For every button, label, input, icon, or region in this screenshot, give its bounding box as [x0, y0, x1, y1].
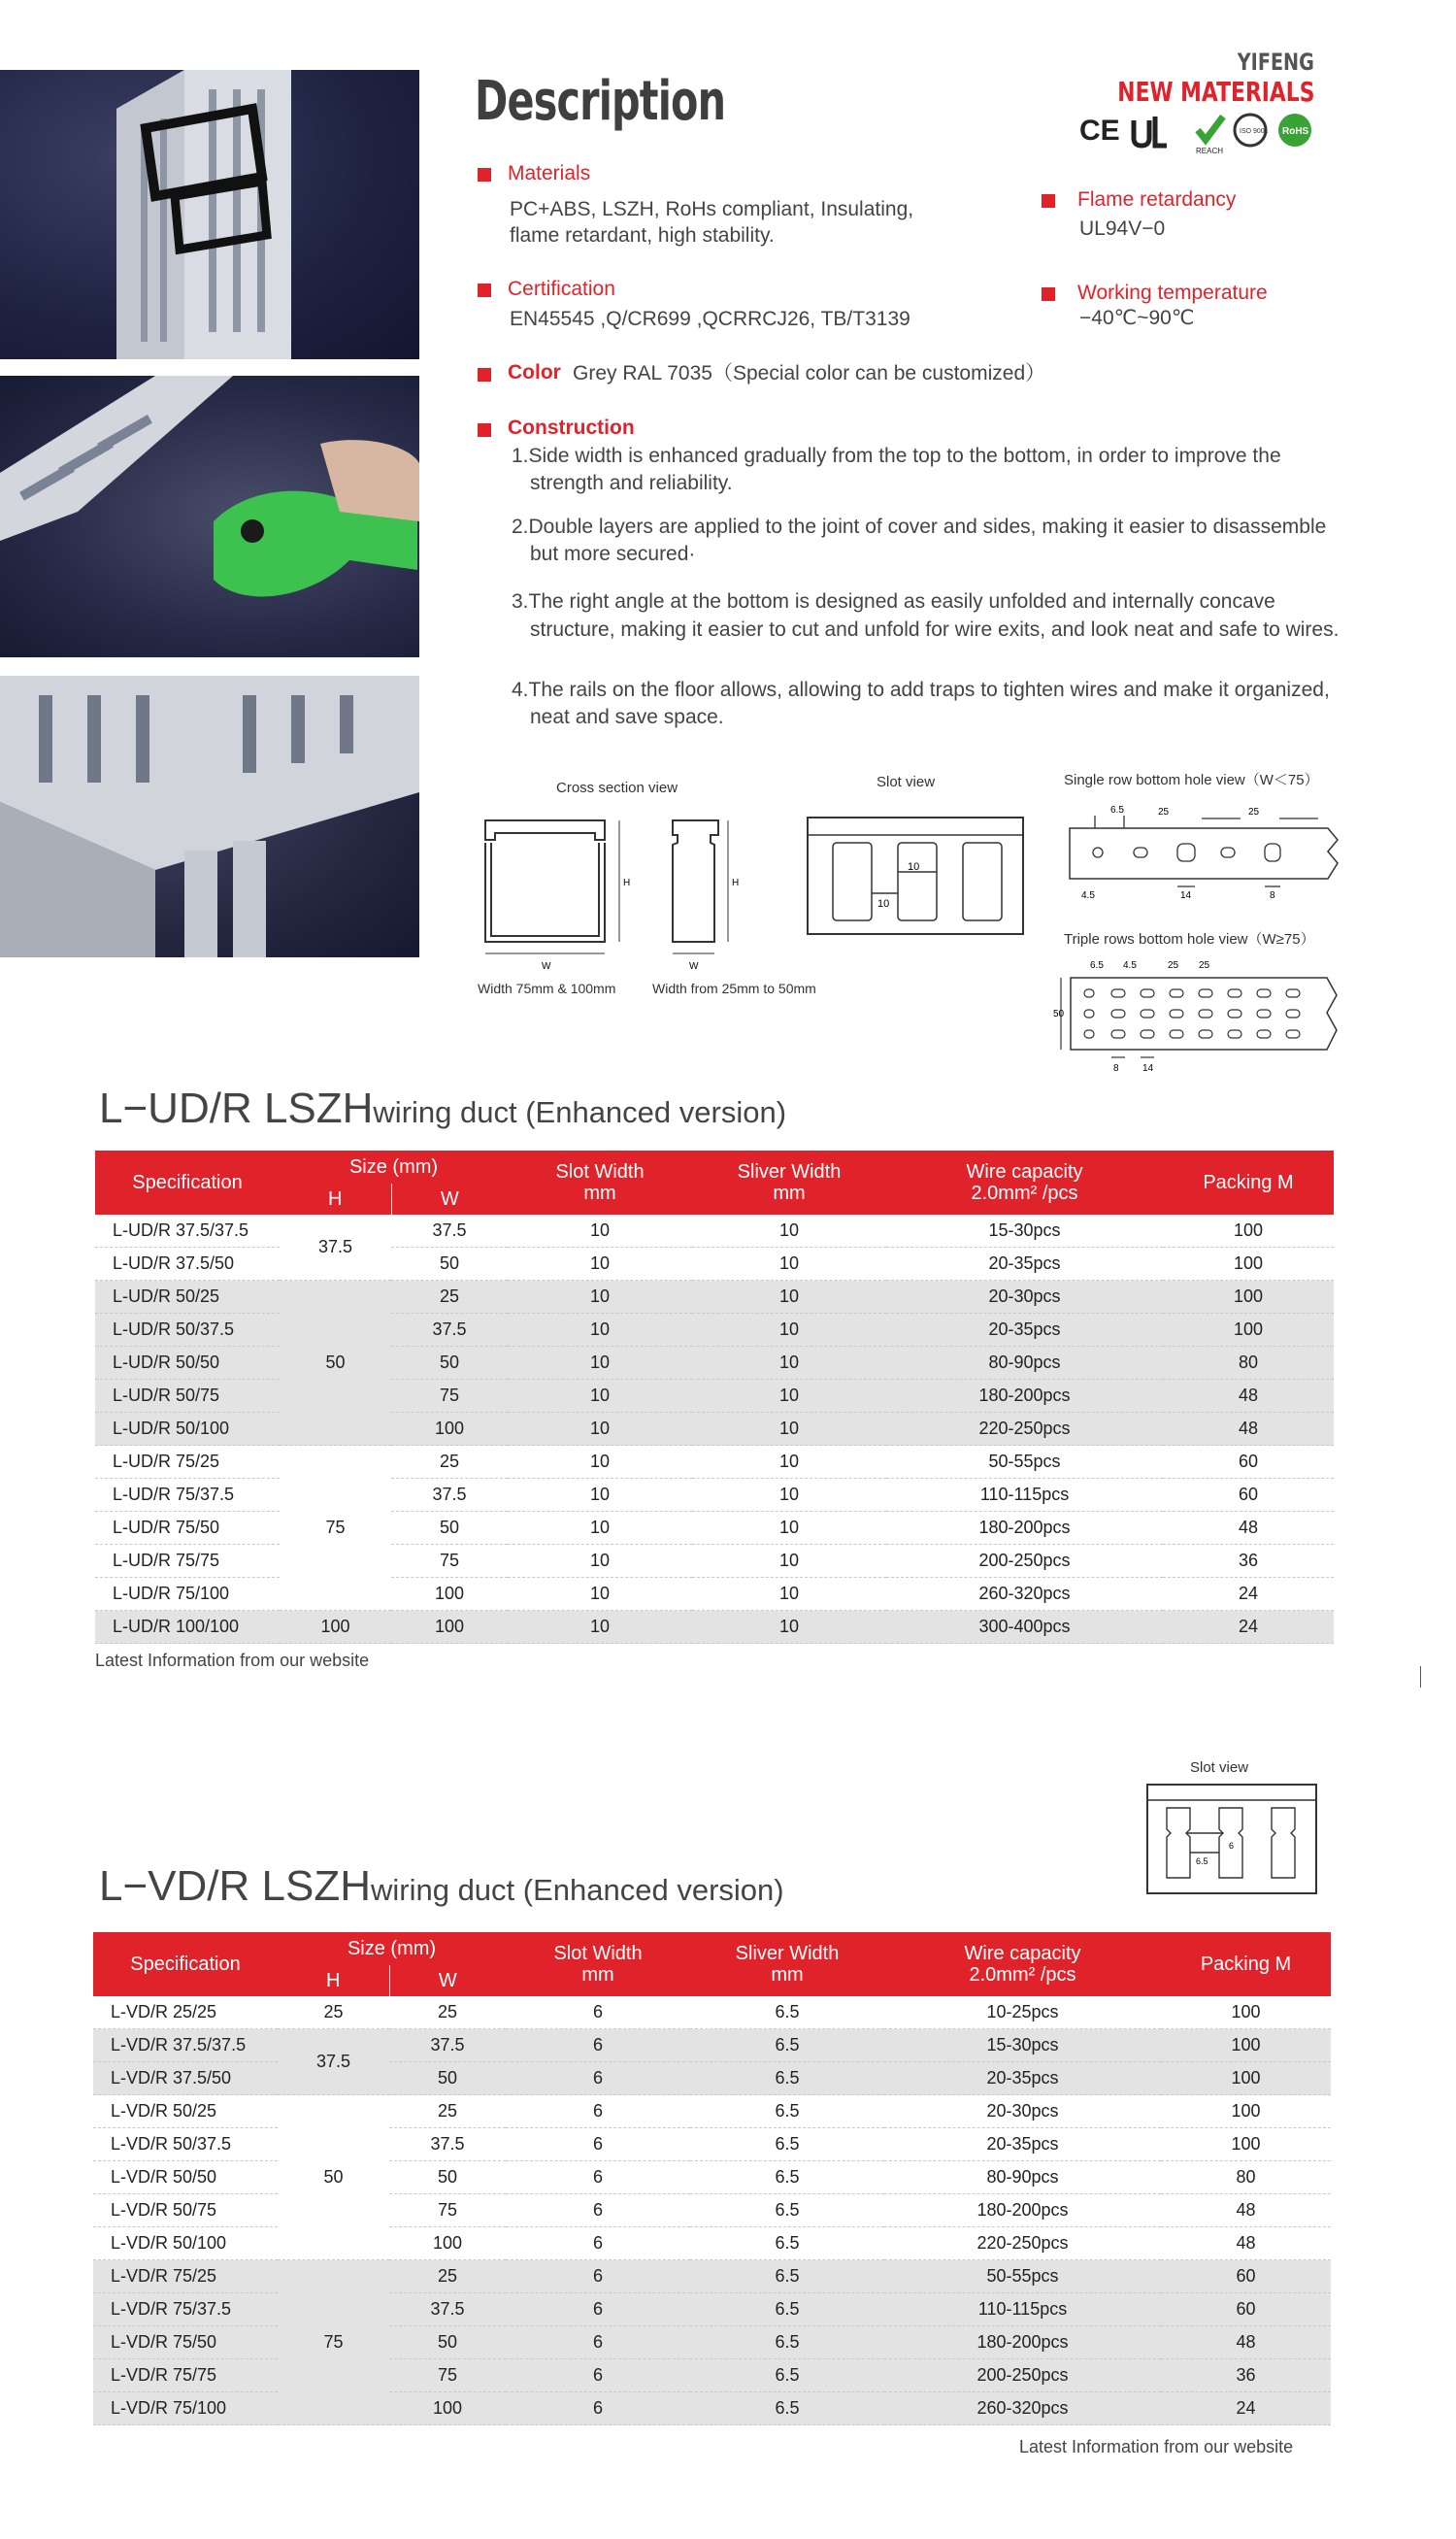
cell-sliver: 10 — [692, 1545, 886, 1578]
cell-wire: 20-35pcs — [884, 2062, 1161, 2095]
triple-dim-25a: 25 — [1168, 960, 1179, 971]
cell-wire: 180-200pcs — [886, 1380, 1163, 1413]
cell-h: 75 — [278, 2260, 389, 2425]
cell-slot: 10 — [508, 1413, 692, 1446]
cell-spec: L-VD/R 75/25 — [93, 2260, 278, 2293]
brand-name: YIFENG — [1237, 49, 1314, 76]
header-w: W — [391, 1184, 508, 1215]
bullet-icon — [478, 423, 491, 437]
table-row — [95, 1215, 1334, 1248]
table-row — [95, 1281, 1334, 1314]
cell-sliver: 10 — [692, 1215, 886, 1248]
header-wire-capacity-line1: Wire capacity — [964, 1943, 1081, 1964]
cell-spec: L-UD/R 75/100 — [95, 1578, 280, 1611]
header-wire-capacity — [886, 1151, 1163, 1215]
cell-wire: 15-30pcs — [886, 1215, 1163, 1248]
triple-row-drawing — [1053, 956, 1344, 1078]
cell-slot: 6 — [506, 1996, 690, 2029]
cell-packing: 100 — [1163, 1215, 1334, 1248]
cell-packing: 48 — [1163, 1413, 1334, 1446]
divider-tick — [1420, 1666, 1421, 1687]
header-sliver-width-line1: Sliver Width — [737, 1161, 842, 1183]
cell-spec: L-UD/R 75/37.5 — [95, 1479, 280, 1512]
cell-packing: 48 — [1163, 1512, 1334, 1545]
header-specification: Specification — [93, 1932, 278, 1996]
header-wire-capacity-line2: 2.0mm² /pcs — [969, 1964, 1076, 1986]
cell-slot: 10 — [508, 1446, 692, 1479]
rohs-text: RoHS — [1282, 126, 1309, 137]
cell-slot: 6 — [506, 2095, 690, 2128]
cell-slot: 6 — [506, 2359, 690, 2392]
cell-spec: L-UD/R 37.5/50 — [95, 1248, 280, 1281]
cell-packing: 48 — [1161, 2326, 1331, 2359]
cell-slot: 6 — [506, 2194, 690, 2227]
construction-item-1-line2: strength and reliability. — [530, 472, 733, 494]
cell-wire: 20-30pcs — [886, 1281, 1163, 1314]
cell-slot: 10 — [508, 1545, 692, 1578]
header-slot-width-line2: mm — [581, 1964, 614, 1986]
header-sliver-width-line2: mm — [773, 1183, 806, 1204]
header-size: Size (mm) — [278, 1932, 506, 1965]
certification-label: Certification — [508, 278, 615, 300]
cell-h: 50 — [280, 1281, 391, 1446]
cell-packing: 24 — [1163, 1578, 1334, 1611]
construction-label: Construction — [508, 417, 635, 439]
cell-h: 75 — [280, 1446, 391, 1611]
cross-caption-narrow: Width from 25mm to 50mm — [652, 981, 816, 996]
ul-mark-icon — [1134, 117, 1167, 146]
cell-wire: 10-25pcs — [884, 1996, 1161, 2029]
header-slot-width — [506, 1932, 690, 1996]
cell-wire: 110-115pcs — [884, 2293, 1161, 2326]
cell-wire: 180-200pcs — [884, 2194, 1161, 2227]
cross-h-label-1: H — [623, 878, 631, 888]
header-sliver-width — [692, 1151, 886, 1215]
cell-packing: 100 — [1161, 2128, 1331, 2161]
cell-slot: 10 — [508, 1380, 692, 1413]
table-header-row — [93, 1932, 1331, 1965]
table-row — [93, 2095, 1331, 2128]
cell-sliver: 10 — [692, 1281, 886, 1314]
cross-w-label-2: W — [689, 961, 699, 972]
color-text: Grey RAL 7035（Special color can be customized） — [573, 362, 1046, 384]
cell-wire: 50-55pcs — [886, 1446, 1163, 1479]
cell-slot: 6 — [506, 2161, 690, 2194]
reach-text: REACH — [1196, 147, 1224, 155]
cell-w: 75 — [391, 1545, 508, 1578]
table-ud-title-sub: wiring duct (Enhanced version) — [373, 1095, 787, 1129]
cell-slot: 10 — [508, 1215, 692, 1248]
cell-wire: 200-250pcs — [886, 1545, 1163, 1578]
table-ud-title-main: L−UD/R LSZH — [99, 1085, 374, 1132]
cell-spec: L-UD/R 100/100 — [95, 1611, 280, 1644]
cell-wire: 180-200pcs — [886, 1512, 1163, 1545]
cell-w: 25 — [389, 1996, 506, 2029]
cell-slot: 6 — [506, 2128, 690, 2161]
single-dim-14: 14 — [1180, 890, 1192, 901]
cell-sliver: 6.5 — [690, 2194, 884, 2227]
construction-item-2-line2: but more secured· — [530, 543, 696, 565]
table-row — [93, 1996, 1331, 2029]
cell-slot: 10 — [508, 1248, 692, 1281]
cell-sliver: 10 — [692, 1446, 886, 1479]
materials-text-line2: flame retardant, high stability. — [510, 224, 775, 247]
cross-h-label-2: H — [732, 878, 740, 888]
cell-sliver: 6.5 — [690, 2095, 884, 2128]
triple-dim-6-5: 6.5 — [1090, 960, 1104, 971]
cell-w: 50 — [391, 1248, 508, 1281]
rohs-icon — [1278, 114, 1311, 147]
cell-packing: 100 — [1163, 1314, 1334, 1347]
header-slot-width-line1: Slot Width — [553, 1943, 643, 1964]
header-w: W — [389, 1965, 506, 1996]
cell-slot: 6 — [506, 2227, 690, 2260]
table-ud — [95, 1151, 1334, 1644]
brand-tagline: NEW MATERIALS — [1116, 76, 1314, 108]
cell-slot: 10 — [508, 1314, 692, 1347]
cell-spec: L-VD/R 37.5/37.5 — [93, 2029, 278, 2062]
cell-wire: 20-35pcs — [886, 1248, 1163, 1281]
vd-slot-dim-a: 6 — [1229, 1841, 1235, 1851]
cell-w: 50 — [389, 2161, 506, 2194]
construction-item-3-line1: 3.The right angle at the bottom is designed as easily unfolded and internally concave — [512, 590, 1275, 613]
cell-spec: L-UD/R 75/75 — [95, 1545, 280, 1578]
cell-packing: 48 — [1163, 1380, 1334, 1413]
triple-row-title: Triple rows bottom hole view（W≥75） — [1064, 931, 1315, 948]
cell-spec: L-VD/R 75/75 — [93, 2359, 278, 2392]
cell-spec: L-VD/R 50/25 — [93, 2095, 278, 2128]
cell-sliver: 10 — [692, 1611, 886, 1644]
bullet-icon — [478, 168, 491, 182]
cell-spec: L-VD/R 75/37.5 — [93, 2293, 278, 2326]
cell-sliver: 6.5 — [690, 2227, 884, 2260]
cell-w: 75 — [389, 2194, 506, 2227]
cell-w: 37.5 — [389, 2128, 506, 2161]
cell-w: 25 — [391, 1281, 508, 1314]
flame-text: UL94V−0 — [1079, 217, 1166, 240]
single-dim-6-5: 6.5 — [1110, 805, 1124, 816]
cell-wire: 80-90pcs — [886, 1347, 1163, 1380]
cell-slot: 6 — [506, 2260, 690, 2293]
cell-w: 37.5 — [391, 1314, 508, 1347]
bullet-icon — [1042, 194, 1055, 208]
cross-section-title: Cross section view — [556, 780, 678, 796]
bullet-icon — [478, 284, 491, 297]
cell-slot: 6 — [506, 2392, 690, 2425]
cross-caption-wide: Width 75mm & 100mm — [478, 981, 616, 996]
cell-w: 50 — [391, 1347, 508, 1380]
slot-dim-b: 10 — [877, 898, 890, 910]
cell-sliver: 10 — [692, 1578, 886, 1611]
cell-packing: 100 — [1161, 2062, 1331, 2095]
header-packing: Packing M — [1161, 1932, 1331, 1996]
cell-spec: L-UD/R 50/25 — [95, 1281, 280, 1314]
cell-sliver: 10 — [692, 1479, 886, 1512]
cell-spec: L-VD/R 25/25 — [93, 1996, 278, 2029]
cell-wire: 260-320pcs — [886, 1578, 1163, 1611]
cell-packing: 100 — [1163, 1281, 1334, 1314]
cell-sliver: 6.5 — [690, 2128, 884, 2161]
cell-packing: 24 — [1161, 2392, 1331, 2425]
cell-w: 75 — [389, 2359, 506, 2392]
table-vd-title — [99, 1862, 784, 1911]
temperature-text: −40℃~90℃ — [1079, 307, 1195, 329]
cell-w: 37.5 — [391, 1479, 508, 1512]
cell-packing: 80 — [1163, 1347, 1334, 1380]
construction-item-4-line2: neat and save space. — [530, 706, 724, 728]
cell-sliver: 6.5 — [690, 2392, 884, 2425]
header-wire-capacity — [884, 1932, 1161, 1996]
cell-w: 37.5 — [389, 2293, 506, 2326]
cell-spec: L-UD/R 37.5/37.5 — [95, 1215, 280, 1248]
table-vd — [93, 1932, 1331, 2425]
cell-spec: L-VD/R 50/37.5 — [93, 2128, 278, 2161]
materials-label: Materials — [508, 162, 591, 184]
triple-dim-4-5: 4.5 — [1123, 960, 1137, 971]
flame-label: Flame retardancy — [1077, 188, 1237, 211]
single-row-drawing — [1056, 801, 1347, 913]
cell-wire: 180-200pcs — [884, 2326, 1161, 2359]
cell-packing: 36 — [1163, 1545, 1334, 1578]
cell-slot: 10 — [508, 1347, 692, 1380]
cell-sliver: 6.5 — [690, 2293, 884, 2326]
page-title: Description — [475, 70, 726, 133]
table-row — [93, 2260, 1331, 2293]
cell-sliver: 10 — [692, 1380, 886, 1413]
bullet-icon — [478, 368, 491, 382]
slot-dim-a: 10 — [908, 861, 920, 873]
single-dim-4-5: 4.5 — [1081, 890, 1095, 901]
cell-slot: 10 — [508, 1611, 692, 1644]
single-dim-8: 8 — [1270, 890, 1275, 901]
cell-spec: L-UD/R 50/37.5 — [95, 1314, 280, 1347]
header-size: Size (mm) — [280, 1151, 508, 1184]
cell-sliver: 6.5 — [690, 2029, 884, 2062]
table-row — [95, 1611, 1334, 1644]
cell-spec: L-UD/R 50/75 — [95, 1380, 280, 1413]
cell-spec: L-UD/R 75/25 — [95, 1446, 280, 1479]
construction-item-2-line1: 2.Double layers are applied to the joint of cover and sides, making it easier to disassemble — [512, 516, 1327, 538]
header-specification: Specification — [95, 1151, 280, 1215]
cell-slot: 10 — [508, 1479, 692, 1512]
cell-w: 25 — [391, 1446, 508, 1479]
product-photo-duct-fingers — [0, 676, 419, 957]
product-photo-cutting-duct — [0, 376, 419, 657]
header-slot-width-line2: mm — [583, 1183, 616, 1204]
cell-sliver: 6.5 — [690, 2260, 884, 2293]
cell-wire: 15-30pcs — [884, 2029, 1161, 2062]
product-photo-duct-with-clips — [0, 70, 419, 359]
vd-slot-view-drawing — [1145, 1783, 1320, 1899]
triple-dim-25b: 25 — [1199, 960, 1210, 971]
cell-h: 37.5 — [278, 2029, 389, 2095]
cell-w: 75 — [391, 1380, 508, 1413]
construction-item-1-line1: 1.Side width is enhanced gradually from the top to the bottom, in order to improve the — [512, 445, 1281, 467]
cell-slot: 10 — [508, 1512, 692, 1545]
color-label: Color — [508, 361, 561, 384]
cell-w: 50 — [391, 1512, 508, 1545]
cell-h: 25 — [278, 1996, 389, 2029]
cell-w: 100 — [391, 1413, 508, 1446]
header-h: H — [278, 1965, 389, 1996]
table-row — [93, 2029, 1331, 2062]
cell-wire: 20-35pcs — [886, 1314, 1163, 1347]
table-header-row — [95, 1151, 1334, 1184]
header-wire-capacity-line1: Wire capacity — [966, 1161, 1083, 1183]
cell-wire: 20-35pcs — [884, 2128, 1161, 2161]
cell-wire: 220-250pcs — [886, 1413, 1163, 1446]
table-vd-note: Latest Information from our website — [1019, 2437, 1294, 2456]
cell-w: 100 — [391, 1611, 508, 1644]
cell-wire: 50-55pcs — [884, 2260, 1161, 2293]
cell-h: 100 — [280, 1611, 391, 1644]
cross-section-drawing — [474, 806, 823, 981]
table-vd-title-sub: wiring duct (Enhanced version) — [370, 1873, 784, 1907]
cell-packing: 60 — [1163, 1479, 1334, 1512]
header-sliver-width-line2: mm — [771, 1964, 804, 1986]
construction-item-3-line2: structure, making it easier to cut and unfold for wire exits, and look neat and safe to wires. — [530, 618, 1340, 641]
table-vd-title-main: L−VD/R LSZH — [99, 1862, 371, 1910]
cell-sliver: 6.5 — [690, 1996, 884, 2029]
cell-packing: 100 — [1161, 2095, 1331, 2128]
ce-mark-text: CE — [1079, 115, 1120, 147]
cell-sliver: 10 — [692, 1248, 886, 1281]
cell-packing: 80 — [1161, 2161, 1331, 2194]
cell-packing: 60 — [1163, 1446, 1334, 1479]
cell-packing: 48 — [1161, 2194, 1331, 2227]
temperature-label: Working temperature — [1077, 282, 1268, 304]
cell-wire: 260-320pcs — [884, 2392, 1161, 2425]
cell-sliver: 6.5 — [690, 2062, 884, 2095]
certification-text: EN45545 ,Q/CR699 ,QCRRCJ26, TB/T3139 — [510, 308, 910, 330]
certification-logos — [1077, 109, 1316, 155]
iso-text: ISO 9001 — [1240, 128, 1269, 135]
header-sliver-width — [690, 1932, 884, 1996]
cell-slot: 10 — [508, 1281, 692, 1314]
table-row — [95, 1446, 1334, 1479]
cell-spec: L-VD/R 50/75 — [93, 2194, 278, 2227]
cell-spec: L-UD/R 50/100 — [95, 1413, 280, 1446]
bullet-icon — [1042, 287, 1055, 301]
cell-packing: 60 — [1161, 2293, 1331, 2326]
cell-sliver: 10 — [692, 1413, 886, 1446]
cell-slot: 6 — [506, 2029, 690, 2062]
cell-slot: 6 — [506, 2326, 690, 2359]
materials-text-line1: PC+ABS, LSZH, RoHs compliant, Insulating, — [510, 198, 914, 220]
cell-spec: L-UD/R 75/50 — [95, 1512, 280, 1545]
slot-view-drawing — [806, 816, 1029, 942]
header-packing: Packing M — [1163, 1151, 1334, 1215]
cell-spec: L-VD/R 75/100 — [93, 2392, 278, 2425]
ce-mark-icon — [1079, 115, 1120, 147]
cell-wire: 200-250pcs — [884, 2359, 1161, 2392]
reach-check-icon — [1196, 117, 1223, 155]
cell-w: 25 — [389, 2095, 506, 2128]
slot-view-title: Slot view — [877, 774, 936, 790]
cell-spec: L-VD/R 50/50 — [93, 2161, 278, 2194]
header-wire-capacity-line2: 2.0mm² /pcs — [971, 1183, 1078, 1204]
cell-packing: 100 — [1161, 2029, 1331, 2062]
cell-spec: L-VD/R 75/50 — [93, 2326, 278, 2359]
cell-slot: 6 — [506, 2293, 690, 2326]
cell-slot: 6 — [506, 2062, 690, 2095]
cell-sliver: 6.5 — [690, 2161, 884, 2194]
cell-w: 50 — [389, 2326, 506, 2359]
cell-wire: 80-90pcs — [884, 2161, 1161, 2194]
cell-sliver: 10 — [692, 1314, 886, 1347]
cell-wire: 220-250pcs — [884, 2227, 1161, 2260]
cell-wire: 110-115pcs — [886, 1479, 1163, 1512]
cell-sliver: 10 — [692, 1512, 886, 1545]
construction-item-4-line1: 4.The rails on the floor allows, allowing to add traps to tighten wires and make it organized, — [512, 679, 1330, 701]
cell-spec: L-VD/R 37.5/50 — [93, 2062, 278, 2095]
cell-spec: L-UD/R 50/50 — [95, 1347, 280, 1380]
cell-sliver: 6.5 — [690, 2326, 884, 2359]
cell-w: 100 — [389, 2227, 506, 2260]
cell-w: 37.5 — [391, 1215, 508, 1248]
table-ud-note: Latest Information from our website — [95, 1651, 370, 1670]
header-sliver-width-line1: Sliver Width — [735, 1943, 840, 1964]
header-slot-width — [508, 1151, 692, 1215]
header-slot-width-line1: Slot Width — [555, 1161, 645, 1183]
cell-packing: 36 — [1161, 2359, 1331, 2392]
cell-sliver: 6.5 — [690, 2359, 884, 2392]
cell-packing: 100 — [1161, 1996, 1331, 2029]
cell-w: 100 — [391, 1578, 508, 1611]
cell-w: 25 — [389, 2260, 506, 2293]
vd-slot-dim-b: 6.5 — [1196, 1856, 1208, 1866]
cell-packing: 48 — [1161, 2227, 1331, 2260]
table-ud-title — [99, 1085, 786, 1133]
cell-sliver: 10 — [692, 1347, 886, 1380]
cell-h: 37.5 — [280, 1215, 391, 1281]
single-dim-25b: 25 — [1248, 807, 1260, 818]
single-row-title: Single row bottom hole view（W＜75） — [1064, 772, 1319, 788]
cell-packing: 100 — [1163, 1248, 1334, 1281]
cell-w: 50 — [389, 2062, 506, 2095]
cell-packing: 24 — [1163, 1611, 1334, 1644]
header-h: H — [280, 1184, 391, 1215]
cell-w: 37.5 — [389, 2029, 506, 2062]
cross-w-label-1: W — [542, 961, 551, 972]
triple-dim-14: 14 — [1142, 1063, 1154, 1074]
cell-slot: 10 — [508, 1578, 692, 1611]
cell-spec: L-VD/R 50/100 — [93, 2227, 278, 2260]
cell-wire: 20-30pcs — [884, 2095, 1161, 2128]
cell-packing: 60 — [1161, 2260, 1331, 2293]
cell-w: 100 — [389, 2392, 506, 2425]
triple-dim-8: 8 — [1113, 1063, 1119, 1074]
cell-wire: 300-400pcs — [886, 1611, 1163, 1644]
iso9001-icon — [1235, 115, 1269, 146]
triple-dim-50: 50 — [1053, 1009, 1065, 1019]
vd-slot-view-title: Slot view — [1190, 1759, 1249, 1776]
single-dim-25a: 25 — [1158, 807, 1170, 818]
cell-h: 50 — [278, 2095, 389, 2260]
